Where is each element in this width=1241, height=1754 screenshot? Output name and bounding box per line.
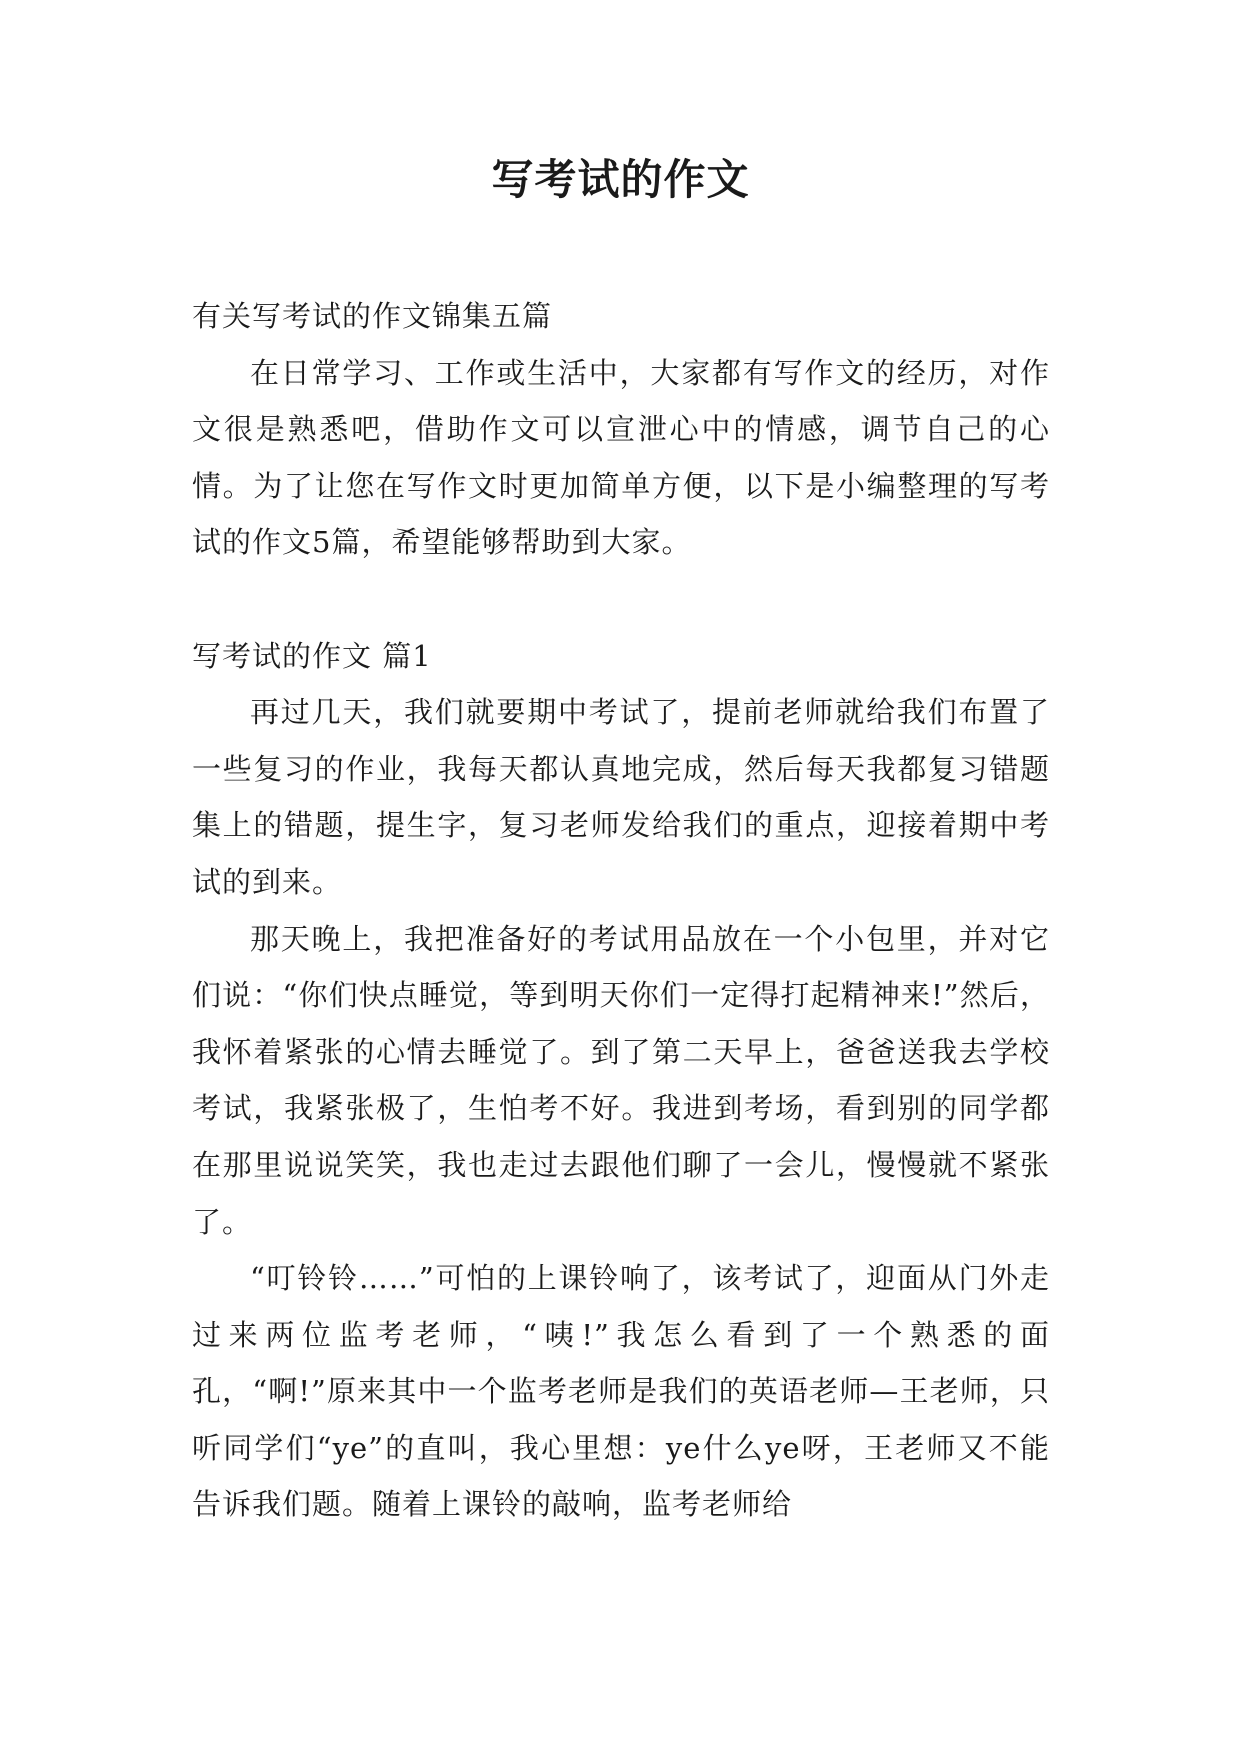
body-paragraph: 再过几天，我们就要期中考试了，提前老师就给我们布置了一些复习的作业，我每天都认真地完成，然后每天我都复习错题集上的错题，提生字，复习老师发给我们的重点，迎接着期中考试的到来。 xyxy=(192,695,1050,899)
document-subtitle: 有关写考试的作文锦集五篇 xyxy=(192,299,553,333)
section-spacer xyxy=(192,571,1050,628)
page-title: 写考试的作文 xyxy=(491,155,750,204)
document-body xyxy=(192,288,1050,1533)
body-paragraph: “叮铃铃……”可怕的上课铃响了，该考试了，迎面从门外走过来两位监考老师，“咦!”我怎么看到了一个熟悉的面孔，“啊!”原来其中一个监考老师是我们的英语老师—王老师，只听同学们“ye”的直叫，我心里想：ye什么ye呀，王老师又不能告诉我们题。随着上课铃的敲响，监考老师给 xyxy=(192,1261,1050,1522)
section-heading: 写考试的作文 篇1 xyxy=(192,638,432,673)
body-paragraph: 那天晚上，我把准备好的考试用品放在一个小包里，并对它们说：“你们快点睡觉，等到明天你们一定得打起精神来!”然后，我怀着紧张的心情去睡觉了。到了第二天早上，爸爸送我去学校考试，我紧张极了，生怕考不好。我进到考场，看到别的同学都在那里说说笑笑，我也走过去跟他们聊了一会儿，慢慢就不紧张了。 xyxy=(192,921,1050,1239)
intro-paragraph: 在日常学习、工作或生活中，大家都有写作文的经历，对作文很是熟悉吧，借助作文可以宣泄心中的情感，调节自己的心情。为了让您在写作文时更加简单方便，以下是小编整理的写考试的作文5篇，希望能够帮助到大家。 xyxy=(192,355,1050,560)
